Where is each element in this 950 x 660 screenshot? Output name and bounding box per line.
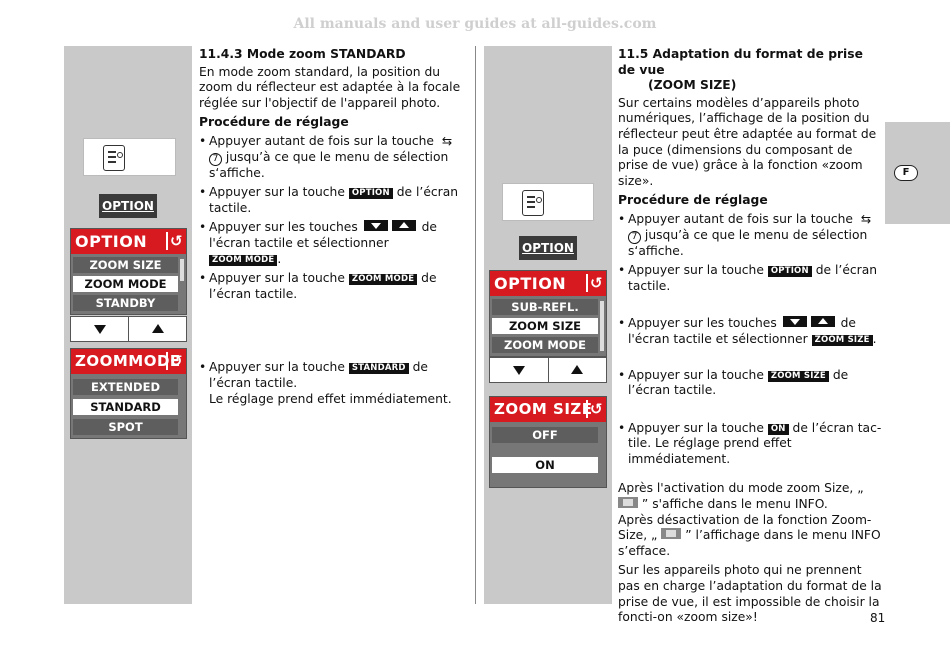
zoom-size-menu-title: ZOOM SIZE ↺ xyxy=(490,397,606,422)
up-key-icon xyxy=(392,220,416,231)
on-chip: ON xyxy=(768,424,789,435)
option-menu-title: OPTION ↺ xyxy=(490,271,606,296)
note-text: ” s'affiche dans le menu INFO. xyxy=(641,497,828,512)
menu-item-zoom-mode[interactable]: ZOOM MODE xyxy=(492,337,598,353)
right-text-column xyxy=(618,47,882,626)
arrow-keys xyxy=(70,316,187,342)
intro-paragraph: En mode zoom standard, la position du zoom du réflecteur est adaptée à la focale réglée sur l'objectif de l'appareil photo. xyxy=(199,64,461,110)
step-5 xyxy=(618,421,882,468)
menu-item-on[interactable]: ON xyxy=(492,457,598,473)
zoommode-menu xyxy=(70,348,187,439)
menu-item-standby[interactable]: STANDBY xyxy=(73,295,178,311)
menu-item-sub-refl[interactable]: SUB-REFL. xyxy=(492,299,598,315)
step-text: de l'écran tactile et sélectionner xyxy=(628,316,856,346)
back-icon[interactable] xyxy=(586,400,604,418)
language-badge: F xyxy=(894,165,918,181)
zoom-size-info-icon xyxy=(661,528,681,539)
procedure-heading: Procédure de réglage xyxy=(199,115,349,130)
back-icon[interactable] xyxy=(166,352,184,370)
menu-item-extended[interactable]: EXTENDED xyxy=(73,379,178,395)
swap-icon: ⇆ xyxy=(437,133,453,148)
step-text: de l’écran tactile. xyxy=(209,271,437,301)
arrow-keys xyxy=(489,357,607,383)
column-divider xyxy=(475,46,476,604)
step-2 xyxy=(199,185,467,216)
section-heading: 11.4.3 Mode zoom STANDARD xyxy=(199,47,406,61)
down-key-icon xyxy=(364,220,388,231)
step-text: Appuyer sur la touche xyxy=(628,420,764,435)
step-1 xyxy=(618,212,882,259)
menu-item-zoom-size[interactable]: ZOOM SIZE xyxy=(492,318,598,334)
section-heading: 11.5 Adaptation du format de prise de vue xyxy=(618,47,863,77)
standard-chip: STANDARD xyxy=(349,363,409,374)
step-text: de l’écran tac-tile. Le réglage prend effet immédiatement. xyxy=(628,420,882,466)
step-2 xyxy=(618,263,882,294)
down-arrow-icon[interactable] xyxy=(490,358,549,382)
step-text: jusqu’à ce que le menu de sélection s‘affiche. xyxy=(628,227,868,258)
down-key-icon xyxy=(783,316,807,327)
zoom-size-info-icon xyxy=(618,497,638,508)
page-number: 81 xyxy=(870,611,886,625)
left-text-column xyxy=(199,47,467,407)
zoom-mode-chip: ZOOM MODE xyxy=(349,274,417,285)
scrollbar[interactable] xyxy=(180,259,184,281)
back-icon[interactable] xyxy=(166,232,184,250)
note-text: ” l’affichage dans le menu INFO s’efface. xyxy=(618,528,881,558)
zoom-mode-chip: ZOOM MODE xyxy=(209,255,277,266)
option-chip: OPTION xyxy=(349,188,393,199)
flash-head-icon-box xyxy=(83,138,176,176)
after-activation-note xyxy=(618,481,882,512)
step-4 xyxy=(618,368,882,399)
step-text: Appuyer sur la touche xyxy=(209,271,345,286)
step-text: Appuyer sur la touche xyxy=(628,367,764,382)
menu-item-standard[interactable]: STANDARD xyxy=(73,399,178,415)
zoom-size-menu xyxy=(489,396,607,488)
watermark: All manuals and user guides at all-guides.com xyxy=(293,16,657,32)
step-text: Appuyer sur la touche xyxy=(628,263,764,278)
menu-item-off[interactable]: OFF xyxy=(492,427,598,443)
step-text: de l’écran tactile. xyxy=(628,367,849,398)
flash-mode-icon xyxy=(103,145,125,171)
option-button[interactable]: OPTION xyxy=(99,194,157,218)
key-number-badge: 7 xyxy=(209,153,222,166)
step-text: Appuyer sur les touches xyxy=(209,220,358,235)
up-key-icon xyxy=(811,316,835,327)
step-note: Le réglage prend effet immédiatement. xyxy=(209,391,452,406)
step-text: de l'écran tactile et sélectionner xyxy=(209,220,437,250)
zoom-size-chip: ZOOM SIZE xyxy=(768,371,829,382)
step-4 xyxy=(199,271,467,302)
menu-item-zoom-size[interactable]: ZOOM SIZE xyxy=(73,257,178,273)
back-icon[interactable] xyxy=(586,274,604,292)
key-number-badge: 7 xyxy=(628,231,641,244)
scrollbar[interactable] xyxy=(600,301,604,351)
swap-icon: ⇆ xyxy=(856,211,872,226)
step-text: Appuyer sur les touches xyxy=(628,316,777,331)
note-text: Après l'activation du mode zoom Size, „ xyxy=(618,481,864,496)
step-text: Appuyer sur la touche xyxy=(209,360,345,375)
step-3 xyxy=(618,316,882,347)
zoommode-menu-title: ZOOMMODE ↺ xyxy=(71,349,186,374)
step-5 xyxy=(199,360,467,407)
step-text: de l’écran tactile. xyxy=(628,263,878,293)
step-text: . xyxy=(277,251,282,266)
intro-paragraph: Sur certains modèles d’appareils photo numériques, l’affichage de la position du réflecteur peut être adaptée au format de la puce (dimensions du composant de prise de vue) grâce à la fonction «zoom size». xyxy=(618,95,877,188)
step-text: de l’écran tactile. xyxy=(209,185,459,215)
step-text: Appuyer autant de fois sur la touche xyxy=(209,133,434,148)
step-text: de l’écran tactile. xyxy=(209,360,428,390)
option-menu-title: OPTION ↺ xyxy=(71,229,186,254)
flash-mode-icon xyxy=(522,190,544,216)
step-1 xyxy=(199,134,467,181)
menu-item-zoom-mode[interactable]: ZOOM MODE xyxy=(73,276,178,292)
step-text: . xyxy=(872,331,877,346)
step-text: Appuyer autant de fois sur la touche xyxy=(628,211,853,226)
section-subheading: (ZOOM SIZE) xyxy=(648,78,737,93)
option-chip: OPTION xyxy=(768,266,812,277)
up-arrow-icon[interactable] xyxy=(549,358,607,382)
step-3 xyxy=(199,220,467,267)
zoom-size-chip: ZOOM SIZE xyxy=(812,335,873,346)
option-menu xyxy=(489,270,607,357)
down-arrow-icon[interactable] xyxy=(71,317,129,341)
option-menu xyxy=(70,228,187,315)
closing-paragraph: Sur les appareils photo qui ne prennent pas en charge l’adaptation du format de la prise de vue, il est impossible de choisir la foncti-on «zoom size»! xyxy=(618,563,882,625)
step-text: jusqu’à ce que le menu de sélection s‘affiche. xyxy=(209,149,449,180)
option-button[interactable]: OPTION xyxy=(519,236,577,260)
procedure-heading: Procédure de réglage xyxy=(618,193,768,208)
flash-head-icon-box xyxy=(502,183,594,221)
note-text: Après désactivation de la fonction Zoom-Size, „ xyxy=(618,512,872,543)
step-text: Appuyer sur la touche xyxy=(209,185,345,200)
after-deactivation-note xyxy=(618,513,882,560)
up-arrow-icon[interactable] xyxy=(129,317,186,341)
menu-item-spot[interactable]: SPOT xyxy=(73,419,178,435)
